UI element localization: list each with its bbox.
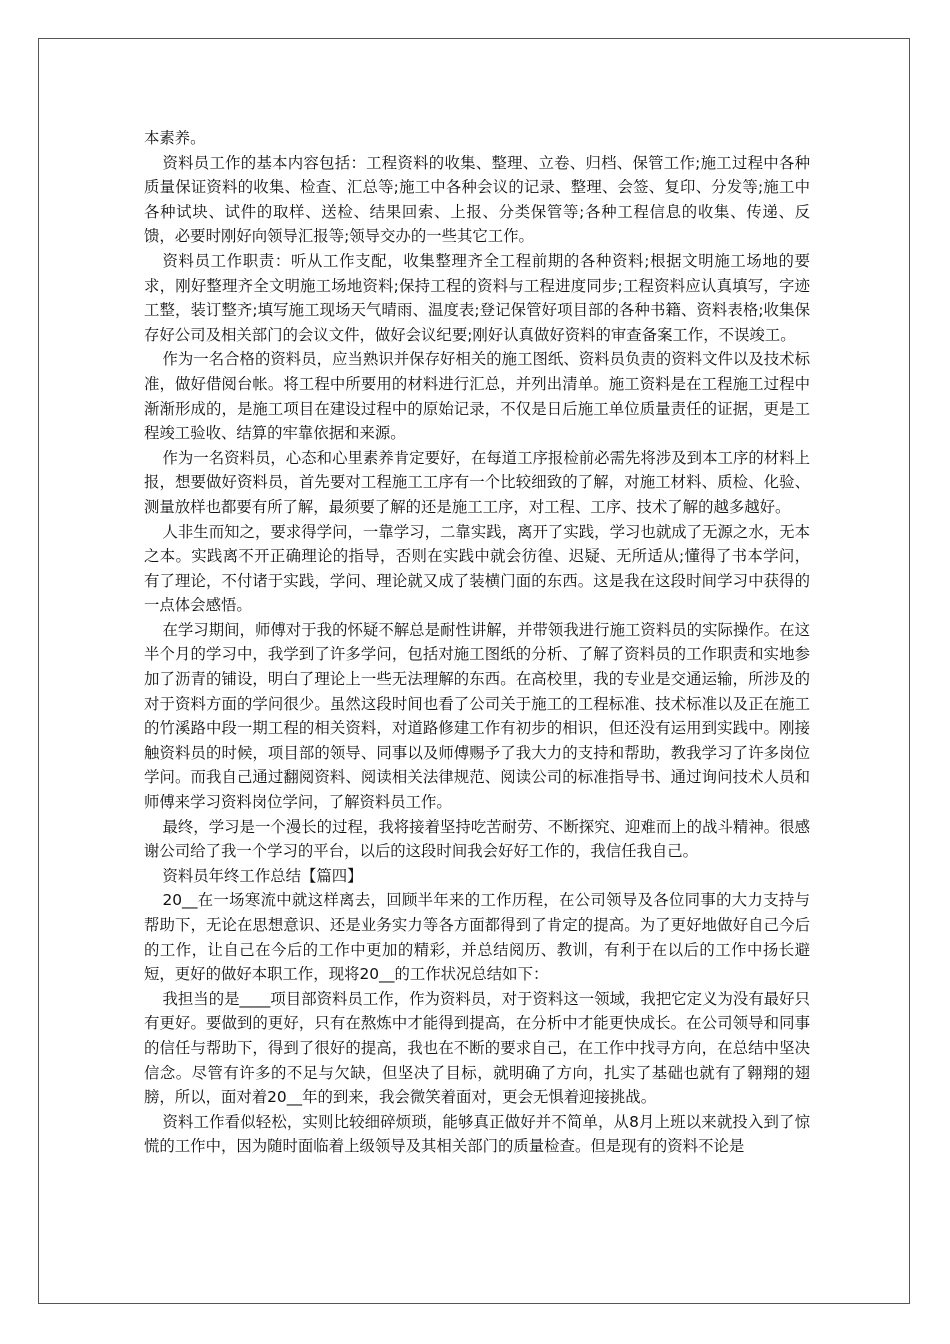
paragraph: 最终，学习是一个漫长的过程，我将接着坚持吃苦耐劳、不断探究、迎难而上的战斗精神。很感谢公司给了我一个学习的平台，以后的这段时间我会好好工作的，我信任我自己。: [144, 817, 810, 861]
document-body: [144, 126, 810, 1159]
paragraph: 资料工作看似轻松，实则比较细碎烦琐，能够真正做好并不简单，从8月上班以来就投入到了惊慌的工作中，因为随时面临着上级领导及其相关部门的质量检查。但是现有的资料不论是: [144, 1112, 810, 1156]
paragraph: 作为一名合格的资料员，应当熟识并保存好相关的施工图纸、资料员负责的资料文件以及技术标准，做好借阅台帐。将工程中所要用的材料进行汇总，并列出清单。施工资料是在工程施工过程中渐渐形成的，是施工项目在建设过程中的原始记录，不仅是日后施工单位质量责任的证据，更是工程竣工验收、结算的牢靠依据和来源。: [144, 350, 810, 443]
paragraph: 我担当的是____项目部资料员工作，作为资料员，对于资料这一领域，我把它定义为没有最好只有更好。要做到的更好，只有在熬炼中才能得到提高，在分析中才能更快成长。在公司领导和同事的信任与帮助下，得到了很好的提高，我也在不断的要求自己，在工作中找寻方向，在总结中坚决信念。尽管有许多的不足与欠缺，但坚决了目标，就明确了方向，扎实了基础也就有了翱翔的翅膀，所以，面对着20__年的到来，我会微笑着面对，更会无惧着迎接挑战。: [144, 989, 810, 1107]
paragraph: 资料员工作职责：听从工作支配，收集整理齐全工程前期的各种资料;根据文明施工场地的要求，刚好整理齐全文明施工场地资料;保持工程的资料与工程进度同步;工程资料应认真填写，字迹工整，装订整齐;填写施工现场天气晴雨、温度表;登记保管好项目部的各种书籍、资料表格;收集保存好公司及相关部门的会议文件，做好会议纪要;刚好认真做好资料的审查备案工作，不误竣工。: [144, 251, 810, 344]
paragraph: 20__在一场寒流中就这样离去，回顾半年来的工作历程，在公司领导及各位同事的大力支持与帮助下，无论在思想意识、还是业务实力等各方面都得到了肯定的提高。为了更好地做好自己今后的工作，让自己在今后的工作中更加的精彩，并总结阅历、教训，有利于在以后的工作中扬长避短，更好的做好本职工作，现将20__的工作状况总结如下：: [144, 891, 810, 984]
paragraph: 在学习期间，师傅对于我的怀疑不解总是耐性讲解，并带领我进行施工资料员的实际操作。在这半个月的学习中，我学到了许多学问，包括对施工图纸的分析、了解了资料员的工作职责和实地参加了沥青的铺设，明白了理论上一些无法理解的东西。在高校里，我的专业是交通运输，所涉及的对于资料方面的学问很少。虽然这段时间也看了公司关于施工的工程标准、技术标准以及正在施工的竹溪路中段一期工程的相关资料，对道路修建工作有初步的相识，但还没有运用到实践中。刚接触资料员的时候，项目部的领导、同事以及师傅赐予了我大力的支持和帮助，教我学习了许多岗位学问。而我自己通过翻阅资料、阅读相关法律规范、阅读公司的标准指导书、通过询问技术人员和师傅来学习资料岗位学问，了解资料员工作。: [144, 620, 810, 812]
section-heading: 资料员年终工作总结【篇四】: [162, 866, 363, 885]
paragraph-continuation: 本素养。: [144, 129, 206, 147]
paragraph: 人非生而知之，要求得学问，一靠学习，二靠实践，离开了实践，学习也就成了无源之水，无本之本。实践离不开正确理论的指导，否则在实践中就会彷徨、迟疑、无所适从;懂得了书本学问，有了理论，不付诸于实践，学问、理论就又成了装横门面的东西。这是我在这段时间学习中获得的一点体会感悟。: [144, 522, 810, 615]
paragraph: 资料员工作的基本内容包括：工程资料的收集、整理、立卷、归档、保管工作;施工过程中各种质量保证资料的收集、检查、汇总等;施工中各种会议的记录、整理、会签、复印、分发等;施工中各种试块、试件的取样、送检、结果回索、上报、分类保管等;各种工程信息的收集、传递、反馈，必要时刚好向领导汇报等;领导交办的一些其它工作。: [144, 153, 810, 246]
paragraph: 作为一名资料员，心态和心里素养肯定要好，在每道工序报检前必需先将涉及到本工序的材料上报，想要做好资料员，首先要对工程施工工序有一个比较细致的了解，对施工材料、质检、化验、测量放样也都要有所了解，最须要了解的还是施工工序，对工程、工序、技术了解的越多越好。: [144, 448, 810, 516]
